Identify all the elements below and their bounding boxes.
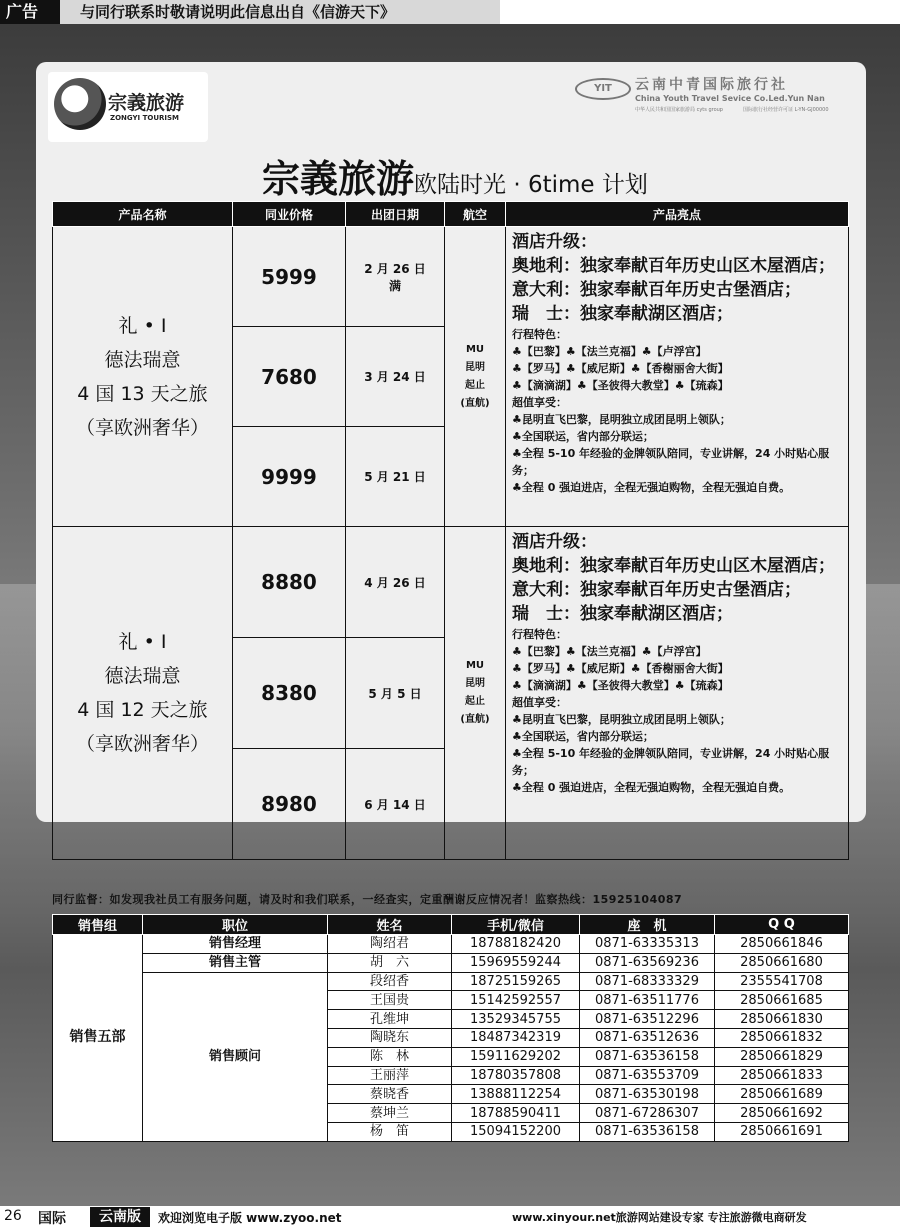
product-name-cell — [53, 527, 233, 860]
staff-mobile: 15142592557 — [452, 991, 580, 1010]
ad-label: 广告 — [0, 0, 60, 24]
source-notice: 与同行联系时敬请说明此信息出自《信游天下》 — [60, 0, 500, 24]
product-countries: 德法瑞意 — [104, 665, 181, 687]
staff-landline: 0871-63530198 — [580, 1085, 715, 1104]
header-price: 同业价格 — [233, 202, 346, 227]
role-cell: 销售主管 — [143, 953, 328, 972]
staff-qq: 2850661685 — [715, 991, 849, 1010]
staff-qq: 2850661830 — [715, 1010, 849, 1029]
staff-mobile: 18725159265 — [452, 972, 580, 991]
staff-name: 王国贵 — [328, 991, 452, 1010]
footer-right-link[interactable]: www.xinyour.net旅游网站建设专家 专注旅游微电商研发 — [512, 1211, 807, 1224]
highlight-line: 意大利：独家奉献百年历史古堡酒店； — [512, 580, 801, 600]
value-line: ♣全国联运，省内部分联运； — [512, 730, 654, 743]
table-row — [53, 972, 849, 991]
header-position: 职位 — [143, 915, 328, 935]
sales-group-cell: 销售五部 — [53, 935, 143, 1142]
staff-landline: 0871-63536158 — [580, 1047, 715, 1066]
logo-subtitle: ZONGYI TOURISM — [110, 114, 179, 122]
value-line: ♣昆明直飞巴黎，昆明独立成团昆明上领队； — [512, 713, 731, 726]
welcome-link[interactable]: 欢迎浏览电子版 www.zyoo.net — [158, 1211, 342, 1225]
header-sales-group: 销售组 — [53, 915, 143, 935]
staff-qq: 2850661692 — [715, 1104, 849, 1123]
airline-city: 昆明 — [465, 361, 485, 373]
product-tagline: （享欧洲奢华） — [75, 416, 209, 439]
staff-landline: 0871-63512296 — [580, 1010, 715, 1029]
feature-line: ♣【滴滴湖】♣【圣彼得大教堂】♣【琉森】 — [512, 679, 729, 692]
staff-mobile: 18788182420 — [452, 935, 580, 954]
value-heading: 超值享受： — [512, 696, 567, 709]
date-line: 2 月 26 日 — [364, 261, 426, 276]
staff-qq: 2850661829 — [715, 1047, 849, 1066]
sales-contact-table — [52, 914, 849, 1142]
staff-mobile: 18487342319 — [452, 1028, 580, 1047]
ad-header — [0, 0, 900, 24]
airline-direct: (直航) — [460, 714, 490, 725]
feature-heading: 行程特色： — [512, 328, 567, 341]
headline-brand: 宗義旅游 — [262, 156, 415, 201]
staff-landline: 0871-63553709 — [580, 1066, 715, 1085]
price-cell: 5999 — [233, 227, 346, 327]
header-qq: Q Q — [715, 915, 849, 935]
zongyi-logo — [48, 72, 208, 142]
header-landline: 座 机 — [580, 915, 715, 935]
highlight-heading: 酒店升级： — [512, 532, 597, 552]
highlights-cell — [506, 527, 849, 860]
headline-plan: 欧陆时光 · 6time 计划 — [414, 172, 648, 198]
highlights-cell — [506, 227, 849, 527]
page-footer — [0, 1206, 900, 1230]
airline-code: MU — [465, 343, 485, 355]
feature-line: ♣【巴黎】♣【法兰克福】♣【卢浮宫】 — [512, 645, 707, 658]
staff-mobile: 13888112254 — [452, 1085, 580, 1104]
feature-line: ♣【巴黎】♣【法兰克福】♣【卢浮宫】 — [512, 345, 707, 358]
staff-qq: 2850661691 — [715, 1122, 849, 1141]
date-cell: 4 月 26 日 — [346, 527, 445, 638]
price-cell: 8380 — [233, 638, 346, 749]
agency-emblem-icon: YIT — [575, 78, 631, 100]
value-line: ♣全程 0 强迫进店，全程无强迫购物，全程无强迫自费。 — [512, 481, 791, 494]
airline-cell — [445, 527, 506, 860]
airline-cell — [445, 227, 506, 527]
table-row — [53, 953, 849, 972]
staff-name: 段绍香 — [328, 972, 452, 991]
header-name: 姓名 — [328, 915, 452, 935]
feature-line: ♣【滴滴湖】♣【圣彼得大教堂】♣【琉森】 — [512, 379, 729, 392]
price-cell: 7680 — [233, 327, 346, 427]
headline — [262, 148, 782, 201]
footprint-logo-icon — [54, 78, 106, 130]
product-table — [52, 201, 849, 860]
feature-heading: 行程特色： — [512, 628, 567, 641]
header-product-name: 产品名称 — [53, 202, 233, 227]
table-row — [53, 935, 849, 954]
staff-qq: 2850661832 — [715, 1028, 849, 1047]
staff-name: 王丽萍 — [328, 1066, 452, 1085]
product-row — [53, 227, 849, 327]
product-title: 礼 • Ⅰ — [118, 314, 167, 337]
value-heading: 超值享受： — [512, 396, 567, 409]
staff-landline: 0871-67286307 — [580, 1104, 715, 1123]
product-name-cell — [53, 227, 233, 527]
staff-mobile: 15969559244 — [452, 953, 580, 972]
value-line: ♣全国联运，省内部分联运； — [512, 430, 654, 443]
highlight-line: 瑞 士：独家奉献湖区酒店； — [512, 304, 733, 324]
staff-name: 蔡坤兰 — [328, 1104, 452, 1123]
staff-qq: 2355541708 — [715, 972, 849, 991]
header-highlights: 产品亮点 — [506, 202, 849, 227]
staff-mobile: 18788590411 — [452, 1104, 580, 1123]
highlight-line: 奥地利：独家奉献百年历史山区木屋酒店； — [512, 256, 835, 276]
airline-city: 昆明 — [465, 678, 485, 689]
highlight-line: 瑞 士：独家奉献湖区酒店； — [512, 604, 733, 624]
product-countries: 德法瑞意 — [104, 348, 181, 371]
product-header-row — [53, 202, 849, 227]
highlight-heading: 酒店升级： — [512, 232, 597, 252]
agency-license-right: 国际旅行社经营许可证 L-YN-GJ00000 — [743, 107, 829, 113]
staff-landline: 0871-68333329 — [580, 972, 715, 991]
airline-route: 起止 — [465, 696, 485, 707]
sales-header-row — [53, 915, 849, 935]
date-cell — [346, 227, 445, 327]
date-cell: 5 月 5 日 — [346, 638, 445, 749]
staff-qq: 2850661833 — [715, 1066, 849, 1085]
staff-qq: 2850661680 — [715, 953, 849, 972]
staff-mobile: 15911629202 — [452, 1047, 580, 1066]
staff-name: 孔维坤 — [328, 1010, 452, 1029]
staff-mobile: 18780357808 — [452, 1066, 580, 1085]
value-line: ♣昆明直飞巴黎，昆明独立成团昆明上领队； — [512, 413, 731, 426]
staff-name: 陶绍君 — [328, 935, 452, 954]
edition-badge: 云南版 — [90, 1207, 150, 1227]
airline-route: 起止 — [465, 379, 485, 391]
staff-landline: 0871-63536158 — [580, 1122, 715, 1141]
date-cell: 3 月 24 日 — [346, 327, 445, 427]
product-row — [53, 527, 849, 638]
staff-landline: 0871-63511776 — [580, 991, 715, 1010]
agency-name-cn: 云南中青国际旅行社 — [635, 77, 788, 93]
highlight-line: 意大利：独家奉献百年历史古堡酒店； — [512, 280, 801, 300]
value-line: ♣全程 5-10 年经验的金牌领队陪同，专业讲解，24 小时贴心服务； — [512, 447, 830, 477]
page-number: 26 — [4, 1208, 22, 1224]
product-title: 礼 • Ⅰ — [118, 631, 167, 653]
staff-name: 蔡晓香 — [328, 1085, 452, 1104]
value-line: ♣全程 5-10 年经验的金牌领队陪同，专业讲解，24 小时贴心服务； — [512, 747, 830, 777]
supervision-notice: 同行监督：如发现我社员工有服务问题，请及时和我们联系，一经查实，定重酬谢反应情况者！监察热线：15925104087 — [52, 893, 683, 906]
header-airline: 航空 — [445, 202, 506, 227]
value-line: ♣全程 0 强迫进店，全程无强迫购物，全程无强迫自费。 — [512, 781, 791, 794]
staff-qq: 2850661689 — [715, 1085, 849, 1104]
agency-name-en: China Youth Travel Sevice Co.Led.Yun Nan — [635, 94, 825, 103]
header-mobile: 手机/微信 — [452, 915, 580, 935]
logo-name: 宗義旅游 — [108, 92, 185, 114]
staff-name: 杨 笛 — [328, 1122, 452, 1141]
highlight-line: 奥地利：独家奉献百年历史山区木屋酒店； — [512, 556, 835, 576]
sold-out-label: 满 — [388, 278, 401, 293]
staff-landline: 0871-63512636 — [580, 1028, 715, 1047]
agency-license-left: 中华人民共和国国家旅游局 cyts group — [635, 107, 723, 113]
header-date: 出团日期 — [346, 202, 445, 227]
product-duration: 4 国 12 天之旅 — [77, 699, 208, 721]
agency-logo — [575, 74, 845, 124]
airline-direct: (直航) — [460, 397, 490, 409]
price-cell: 8880 — [233, 527, 346, 638]
price-cell: 9999 — [233, 427, 346, 527]
product-duration: 4 国 13 天之旅 — [77, 382, 208, 405]
date-cell: 6 月 14 日 — [346, 749, 445, 860]
product-tagline: （享欧洲奢华） — [75, 733, 209, 755]
role-cell: 销售经理 — [143, 935, 328, 954]
staff-name: 陈 林 — [328, 1047, 452, 1066]
staff-landline: 0871-63335313 — [580, 935, 715, 954]
role-cell: 销售顾问 — [143, 972, 328, 1141]
date-cell: 5 月 21 日 — [346, 427, 445, 527]
feature-line: ♣【罗马】♣【威尼斯】♣【香榭丽舍大街】 — [512, 362, 729, 375]
feature-line: ♣【罗马】♣【威尼斯】♣【香榭丽舍大街】 — [512, 662, 729, 675]
staff-name: 胡 六 — [328, 953, 452, 972]
airline-code: MU — [465, 660, 485, 671]
staff-landline: 0871-63569236 — [580, 953, 715, 972]
staff-qq: 2850661846 — [715, 935, 849, 954]
section-label: 国际 — [38, 1211, 66, 1227]
staff-mobile: 15094152200 — [452, 1122, 580, 1141]
price-cell: 8980 — [233, 749, 346, 860]
staff-name: 陶晓东 — [328, 1028, 452, 1047]
staff-mobile: 13529345755 — [452, 1010, 580, 1029]
